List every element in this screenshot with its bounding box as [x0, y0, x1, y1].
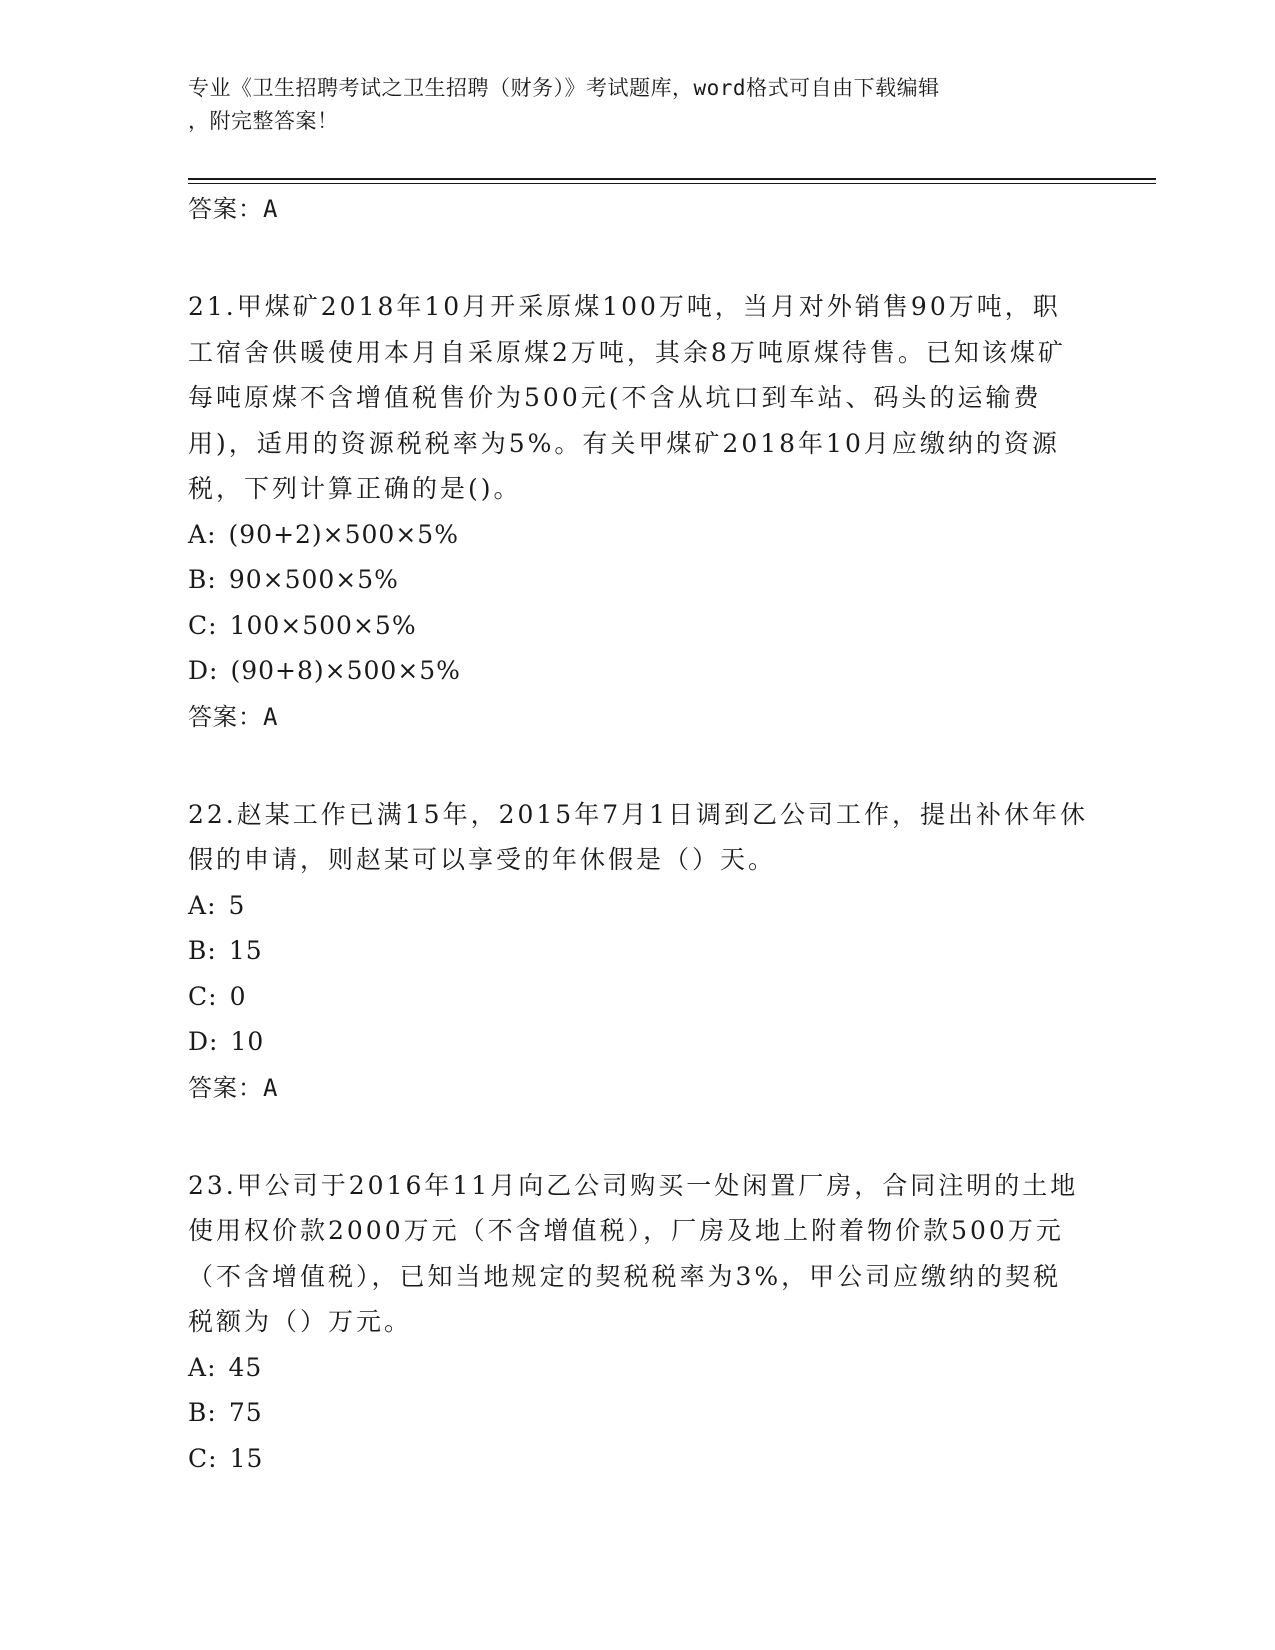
question-block [188, 1163, 1088, 1482]
option-text: 15 [229, 1443, 264, 1473]
question-block [188, 792, 1088, 1111]
option-text: 45 [228, 1352, 263, 1382]
option-a: A: 5 [188, 890, 246, 920]
document-header [188, 72, 1068, 138]
question-text: 23.甲公司于2016年11月向乙公司购买一处闲置厂房，合同注明的土地使用权价款2000万元（不含增值税），厂房及地上附着物价款500万元（不含增值税），已知当地规定的契税税率为3%，甲公司应缴纳的契税税额为（）万元。 [188, 1170, 1079, 1336]
answer-label: 答案： [188, 195, 263, 223]
option-letter: B [188, 936, 208, 965]
option-text: (90+8)×500×5% [230, 656, 461, 685]
option-text: 15 [228, 936, 263, 965]
answer-value: A [263, 702, 279, 731]
answer-value: A [263, 195, 279, 223]
option-c: C: 100×500×5% [188, 610, 417, 640]
option-a: A: (90+2)×500×5% [188, 519, 459, 549]
answer-label: 答案： [188, 1073, 263, 1102]
option-b: B: 15 [188, 936, 263, 965]
header-divider-thick [188, 178, 1156, 180]
option-b: B: 90×500×5% [188, 565, 399, 594]
answer-line [188, 186, 1088, 232]
spacer [188, 740, 1088, 792]
spacer [188, 1111, 1088, 1163]
option-letter: C [188, 1443, 209, 1473]
option-c: C: 15 [188, 1443, 264, 1473]
option-text: 5 [228, 890, 246, 920]
option-d: D: 10 [188, 1027, 265, 1056]
answer-line [188, 694, 1088, 740]
option-letter: B [188, 1398, 208, 1427]
question-text: 21.甲煤矿2018年10月开采原煤100万吨，当月对外销售90万吨，职工宿舍供暖使用本月自采原煤2万吨，其余8万吨原煤待售。已知该煤矿每吨原煤不含增值税售价为500元(不含从坑口到车站、码头的运输费用)，适用的资源税税率为5%。有关甲煤矿2018年10月应缴纳的资源税，下列计算正确的是()。 [188, 292, 1066, 503]
answer-label: 答案： [188, 702, 263, 731]
option-text: 100×500×5% [229, 610, 417, 640]
header-line-2: ，附完整答案！ [188, 109, 339, 133]
option-text: 75 [228, 1398, 263, 1427]
document-body [188, 186, 1088, 1481]
option-letter: A [188, 1352, 208, 1382]
option-letter: A [188, 519, 208, 549]
option-text: (90+2)×500×5% [228, 519, 459, 549]
option-letter: A [188, 890, 208, 920]
question-text: 22.赵某工作已满15年，2015年7月1日调到乙公司工作，提出补休年休假的申请，则赵某可以享受的年休假是（）天。 [188, 799, 1089, 874]
answer-line [188, 1065, 1088, 1111]
answer-value: A [263, 1073, 279, 1102]
option-b: B: 75 [188, 1398, 263, 1427]
option-d: D: (90+8)×500×5% [188, 656, 461, 685]
header-divider-thin [188, 183, 1156, 184]
option-text: 0 [229, 981, 247, 1011]
header-line-1: 专业《卫生招聘考试之卫生招聘（财务）》考试题库，word格式可自由下载编辑 [188, 76, 940, 100]
option-letter: B [188, 565, 208, 594]
option-a: A: 45 [188, 1352, 263, 1382]
option-letter: D [188, 656, 210, 685]
option-text: 90×500×5% [228, 565, 399, 594]
option-letter: C [188, 981, 209, 1011]
question-block [188, 284, 1088, 740]
spacer [188, 232, 1088, 284]
option-letter: D [188, 1027, 210, 1056]
option-text: 10 [230, 1027, 265, 1056]
option-letter: C [188, 610, 209, 640]
option-c: C: 0 [188, 981, 247, 1011]
